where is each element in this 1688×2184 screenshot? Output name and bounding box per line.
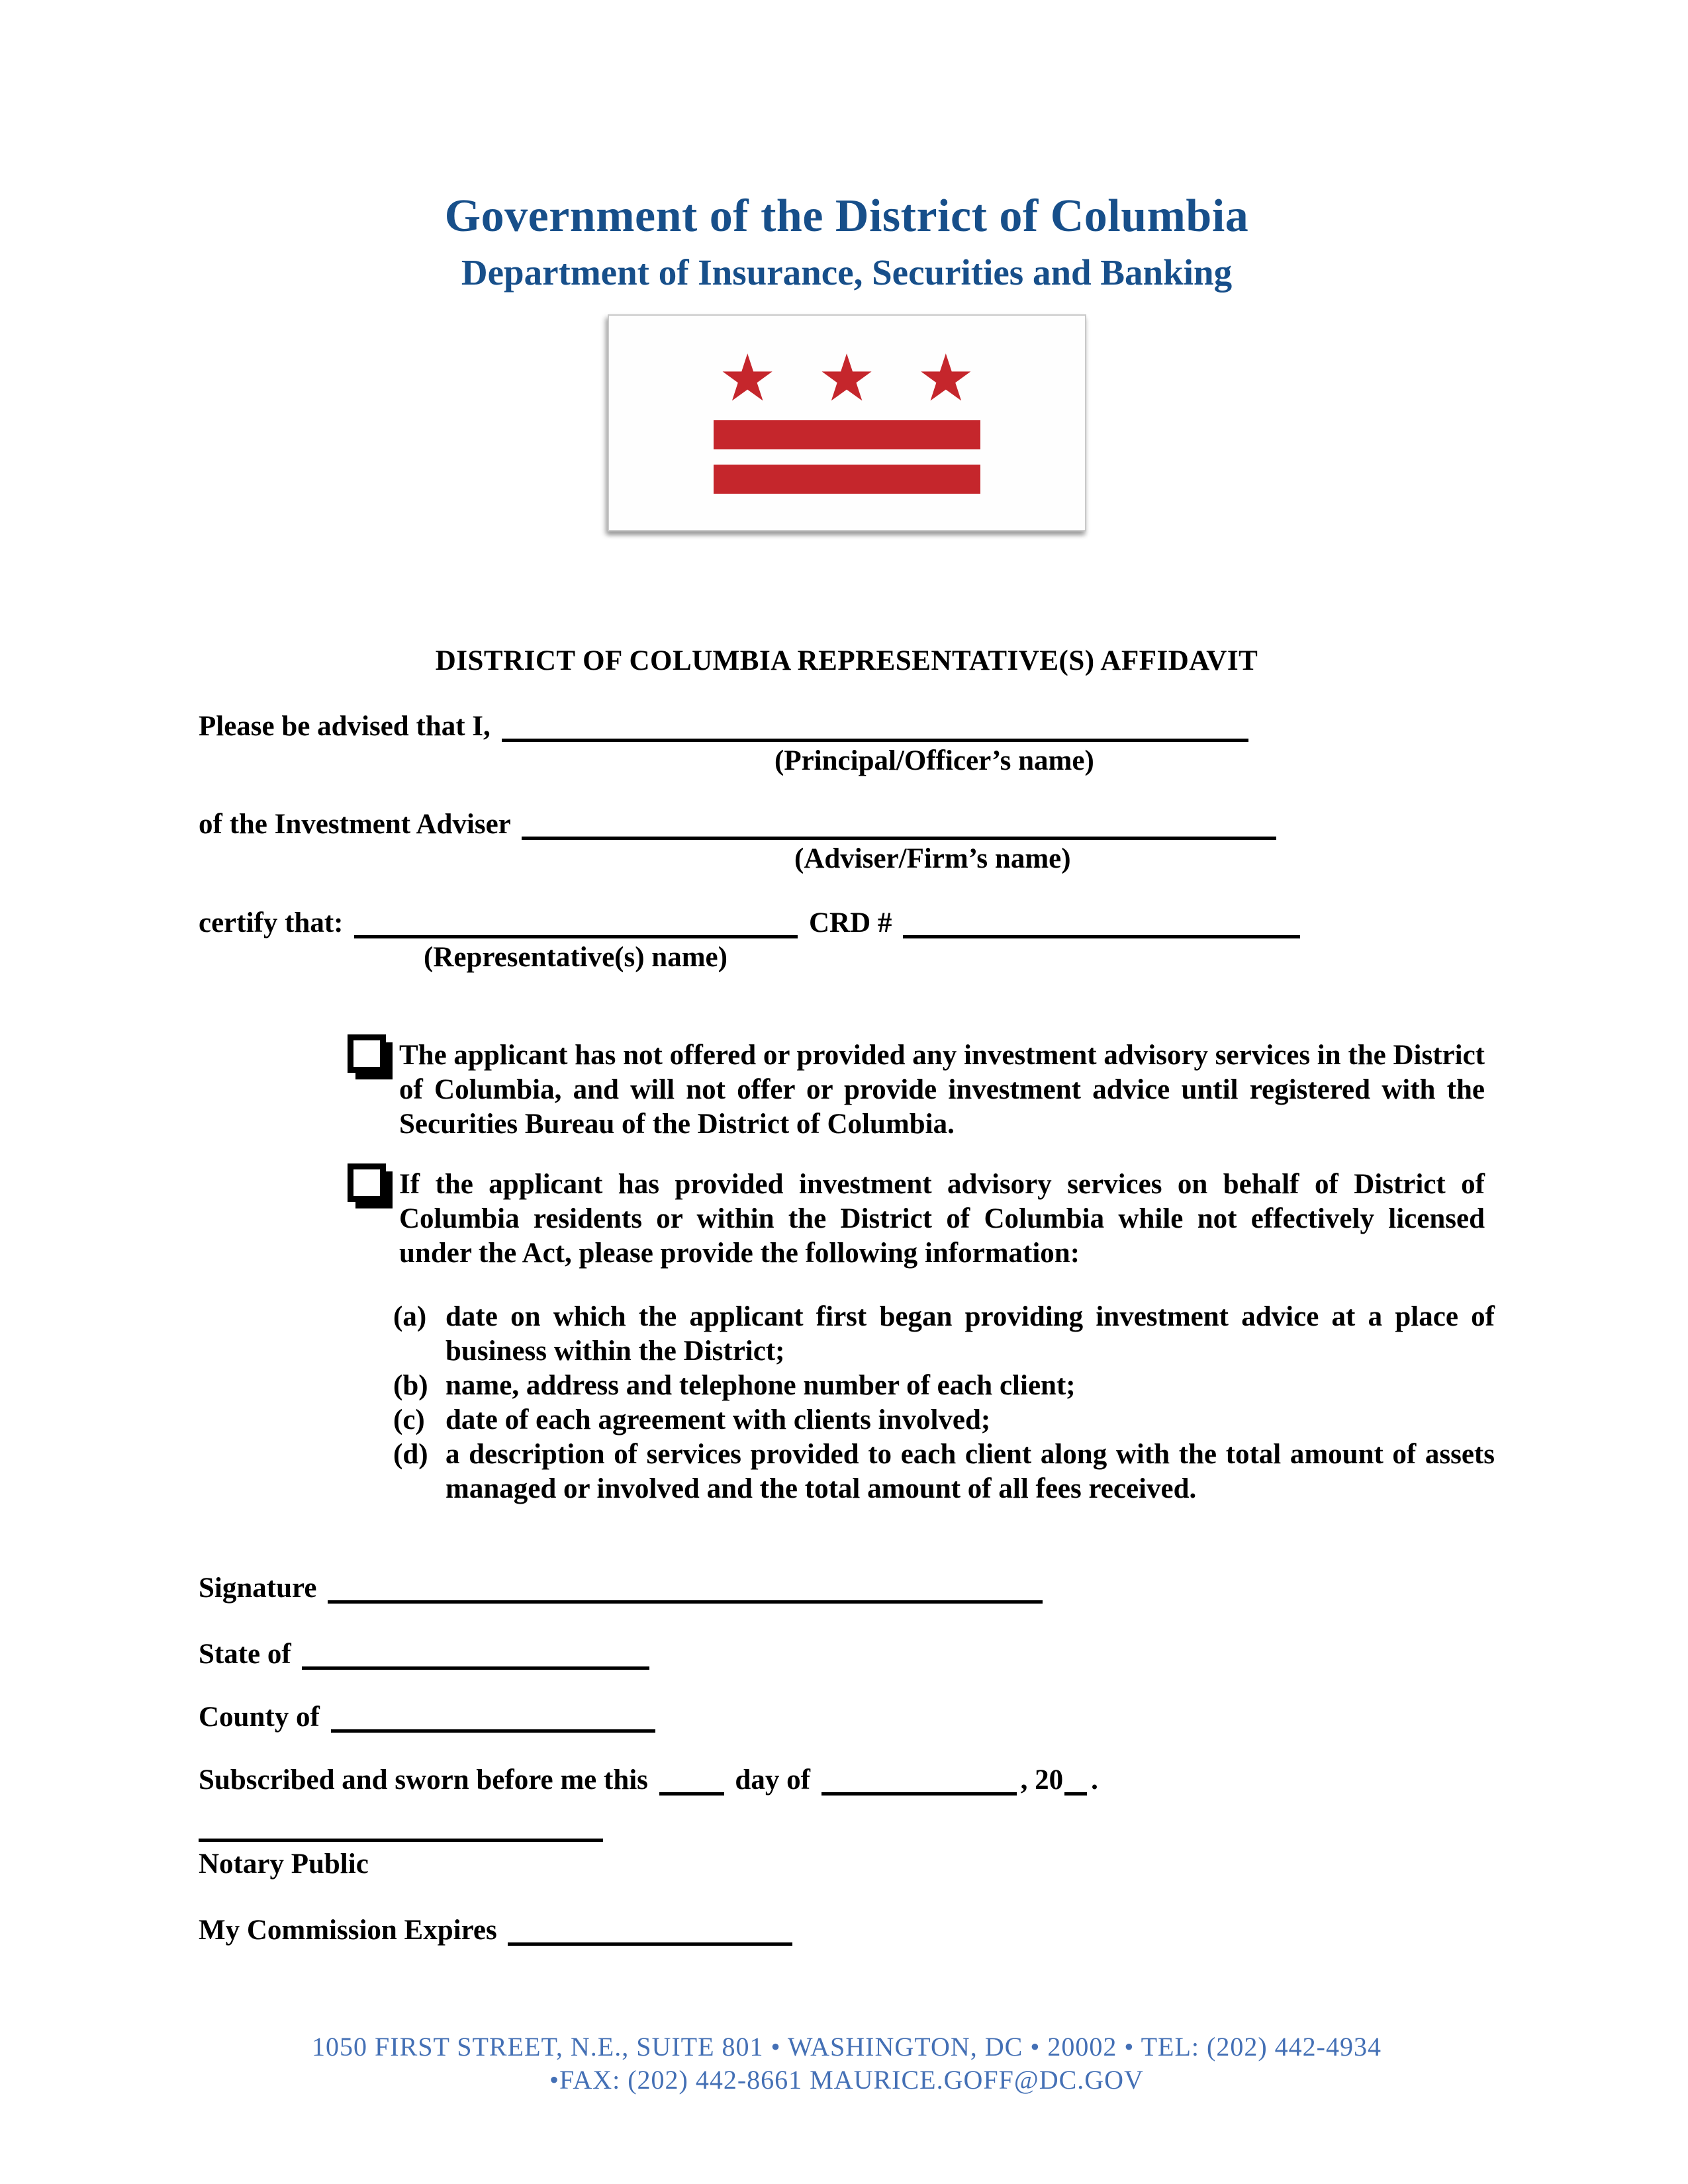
footer — [199, 2030, 1495, 2097]
list-item-label: (a) — [393, 1301, 427, 1332]
list-item-label: (b) — [393, 1370, 428, 1401]
notary-public-label: Notary Public — [199, 1848, 369, 1880]
sworn-prefix: Subscribed and sworn before me this — [199, 1764, 648, 1796]
star-icon: ★ — [718, 341, 777, 416]
flag-bar-top — [714, 420, 980, 449]
letterhead-title: Government of the District of Columbia — [444, 191, 1249, 242]
list-item-text: date of each agreement with clients involved; — [445, 1404, 991, 1435]
signature-field[interactable] — [328, 1584, 1043, 1604]
footer-address-line1: 1050 FIRST STREET, N.E., SUITE 801 • WASHINGTON, DC • 20002 • TEL: (202) 442-4934 — [312, 2032, 1382, 2062]
list-item-text: a description of services provided to each client along with the total amount of assets managed or involved and the total amount of all fees received. — [445, 1439, 1495, 1504]
sworn-month-field[interactable] — [821, 1776, 1017, 1796]
letterhead — [199, 191, 1495, 293]
county-field[interactable] — [331, 1713, 655, 1733]
adviser-name-label: of the Investment Adviser — [199, 809, 510, 840]
list-item — [199, 1403, 1495, 1437]
sworn-year-field[interactable] — [1064, 1776, 1087, 1796]
state-row — [199, 1637, 1495, 1672]
representative-name-caption: (Representative(s) name) — [424, 942, 727, 973]
list-item — [199, 1369, 1495, 1403]
principal-name-row — [199, 709, 1495, 744]
checkbox-icon[interactable] — [348, 1034, 386, 1073]
dc-flag-logo — [199, 314, 1495, 531]
county-row — [199, 1700, 1495, 1735]
crd-number-field[interactable] — [903, 919, 1300, 938]
signature-label: Signature — [199, 1572, 317, 1604]
adviser-name-row — [199, 807, 1495, 842]
letterhead-subtitle: Department of Insurance, Securities and Banking — [461, 252, 1233, 293]
checkbox-section-provided-services — [199, 1167, 1495, 1271]
information-list — [199, 1300, 1495, 1506]
principal-name-field[interactable] — [502, 722, 1248, 742]
crd-label: CRD # — [808, 907, 892, 938]
commission-row — [199, 1913, 1495, 1948]
sworn-day-of: day of — [735, 1764, 810, 1796]
checkbox-section-no-services — [199, 1038, 1495, 1142]
footer-address-line2: •FAX: (202) 442-8661 MAURICE.GOFF@DC.GOV — [549, 2065, 1144, 2095]
state-field[interactable] — [302, 1650, 649, 1670]
principal-name-caption: (Principal/Officer’s name) — [774, 745, 1094, 776]
county-label: County of — [199, 1702, 320, 1733]
star-icon: ★ — [818, 341, 876, 416]
commission-expires-field[interactable] — [508, 1926, 792, 1946]
certify-row — [199, 906, 1495, 940]
list-item — [199, 1437, 1495, 1506]
flag-bar-bottom — [714, 465, 980, 494]
list-item-label: (d) — [393, 1439, 428, 1470]
star-icon: ★ — [916, 341, 975, 416]
representative-name-field[interactable] — [354, 919, 798, 938]
list-item-label: (c) — [393, 1404, 425, 1435]
sworn-day-field[interactable] — [659, 1776, 724, 1796]
sworn-year-prefix: , 20 — [1020, 1764, 1064, 1796]
adviser-name-caption: (Adviser/Firm’s name) — [794, 843, 1071, 874]
checkbox-provided-services-text: If the applicant has provided investment advisory services on behalf of District of Columbia residents or within the District of Columbia while not effectively licensed under the Act, please provide the following information: — [399, 1169, 1485, 1269]
checkbox-icon[interactable] — [348, 1163, 386, 1202]
certify-label: certify that: — [199, 907, 344, 938]
checkbox-no-services-text: The applicant has not offered or provided any investment advisory services in the District of Columbia, and will not offer or provide investment advice until registered with the Securities Bureau of the District of Columbia. — [399, 1040, 1485, 1140]
sworn-period: . — [1091, 1764, 1098, 1796]
state-label: State of — [199, 1639, 291, 1670]
sworn-row — [199, 1763, 1495, 1797]
flag-stars-row — [718, 341, 975, 416]
form-title: DISTRICT OF COLUMBIA REPRESENTATIVE(S) AFFIDAVIT — [435, 645, 1258, 676]
list-item-text: date on which the applicant first began providing investment advice at a place of business within the District; — [445, 1301, 1495, 1367]
notary-signature-field[interactable] — [199, 1839, 603, 1842]
list-item-text: name, address and telephone number of each client; — [445, 1370, 1076, 1401]
commission-label: My Commission Expires — [199, 1915, 497, 1946]
adviser-name-field[interactable] — [522, 820, 1276, 840]
signature-row — [199, 1571, 1495, 1606]
list-item — [199, 1300, 1495, 1369]
dc-flag-image — [608, 314, 1086, 531]
principal-name-label: Please be advised that I, — [199, 711, 491, 742]
